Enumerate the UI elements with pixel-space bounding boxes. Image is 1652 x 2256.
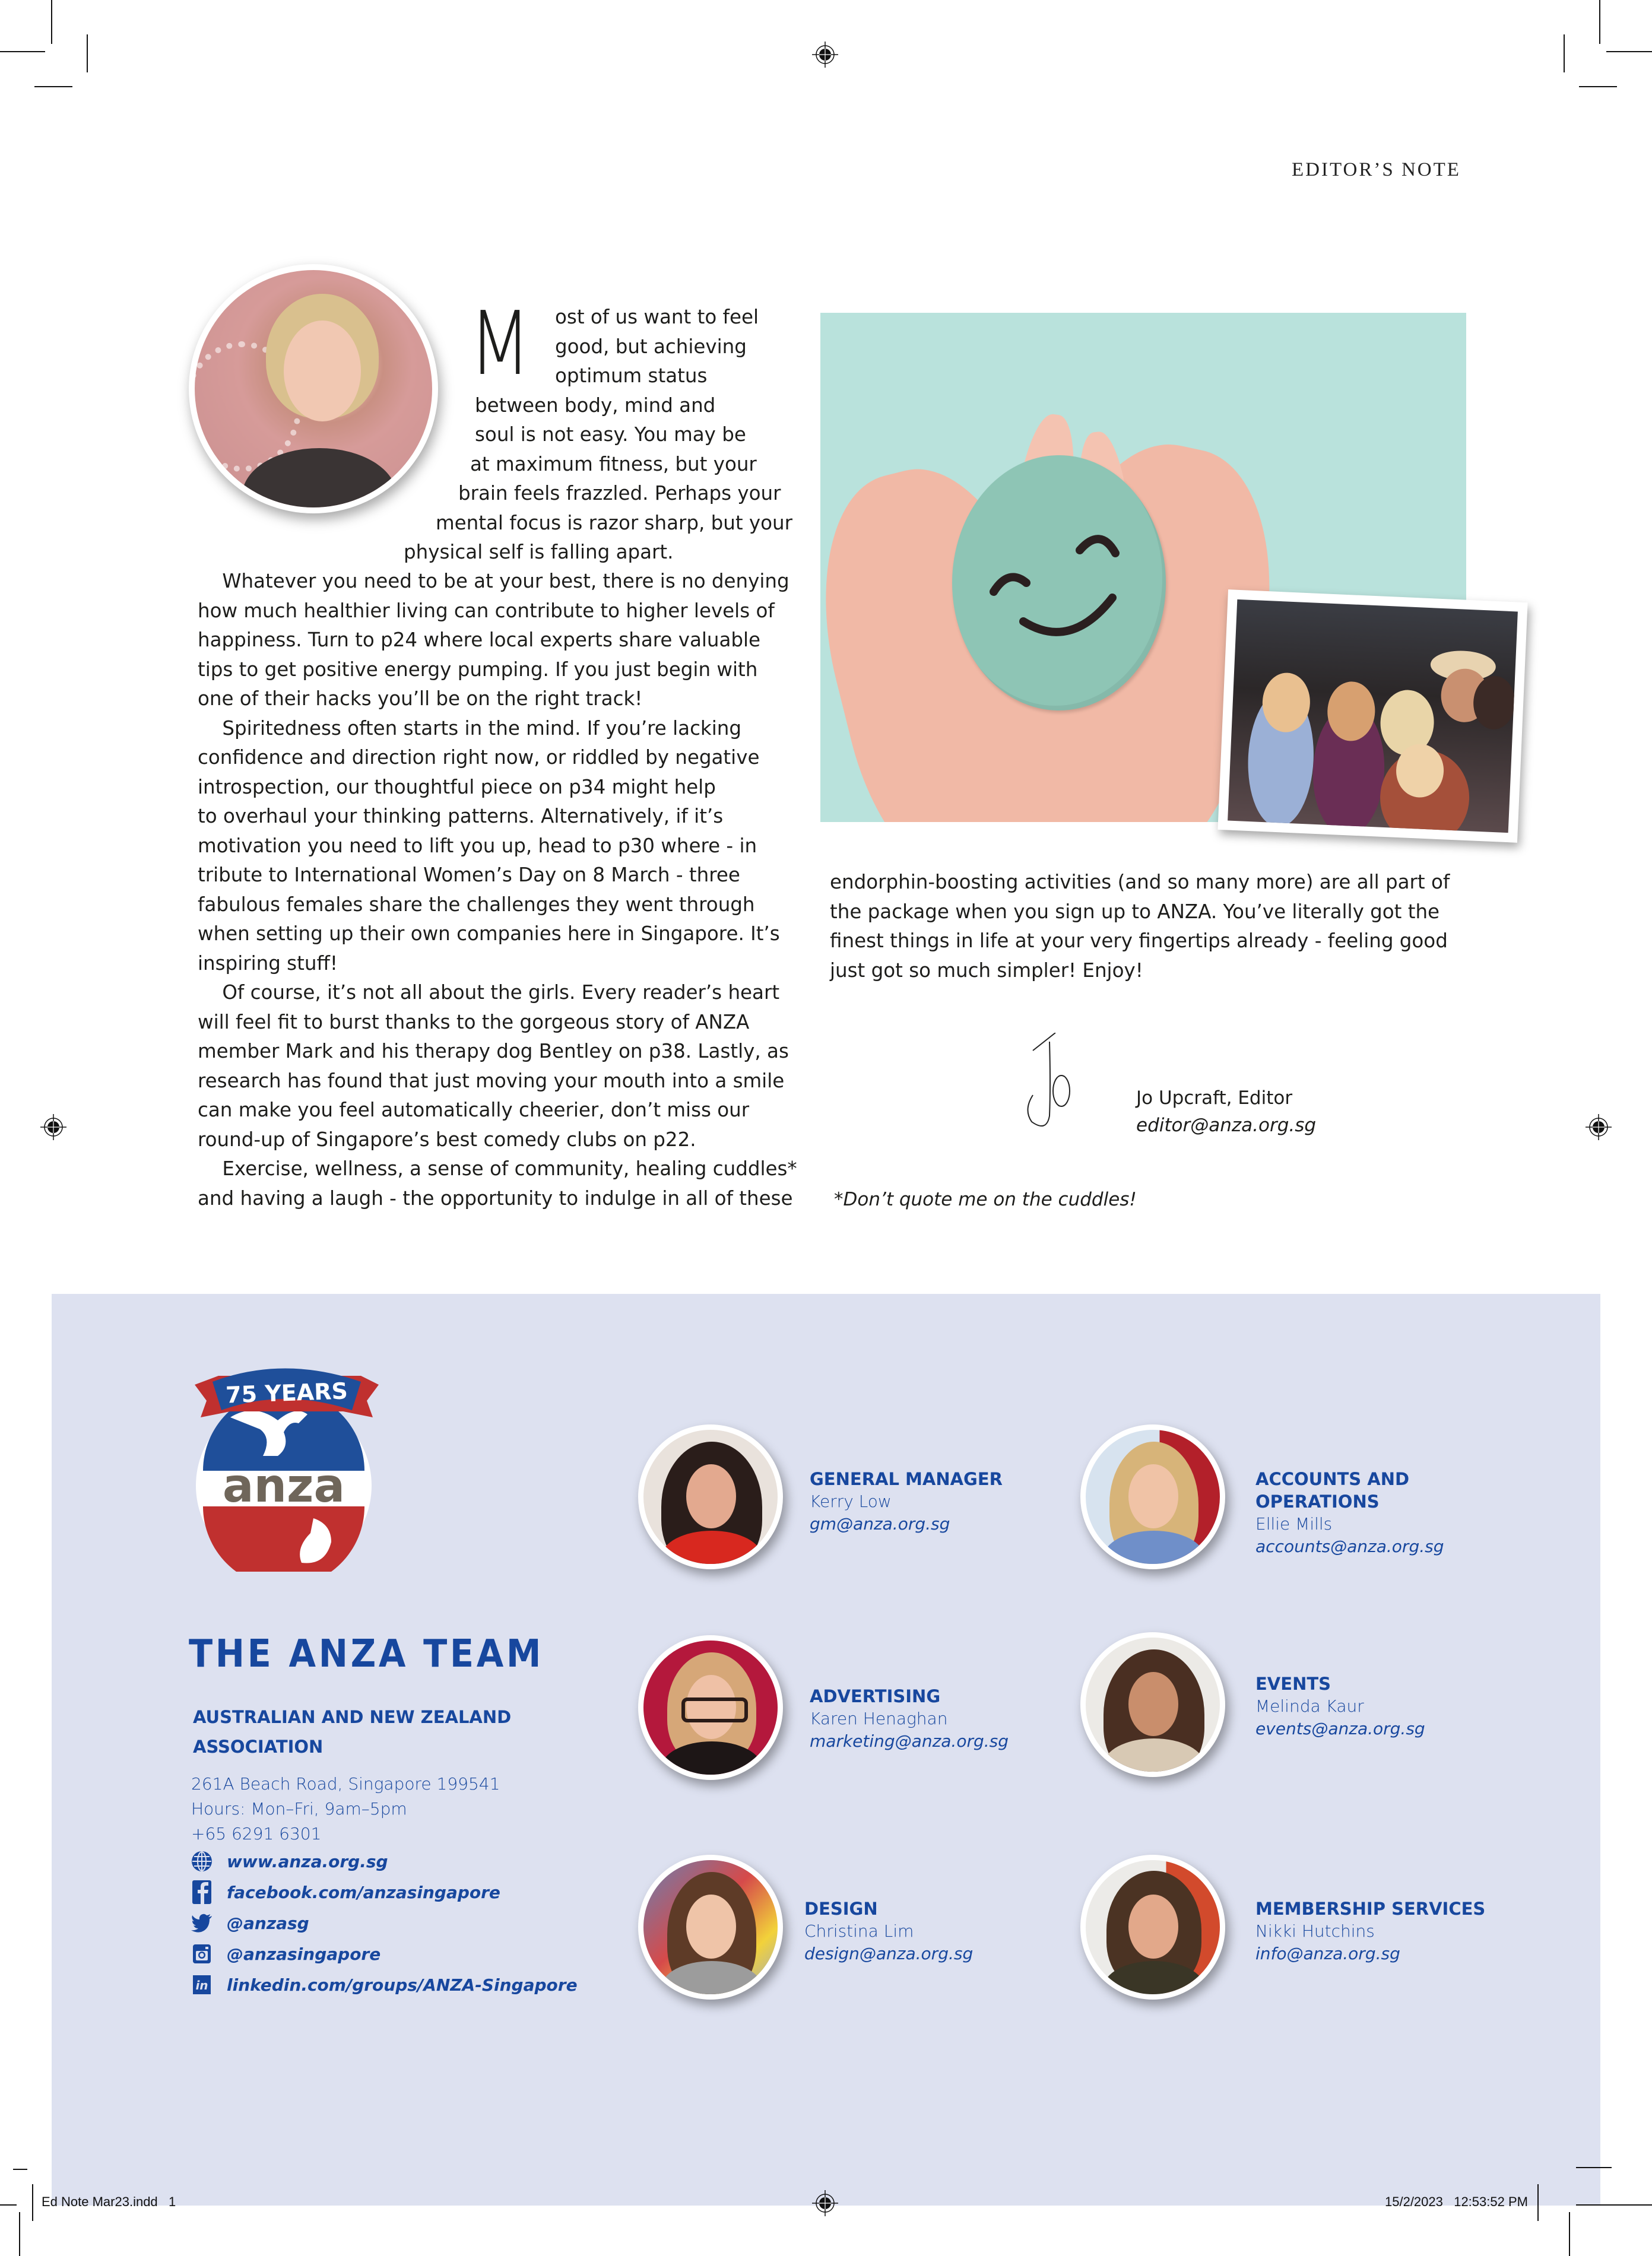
facebook-link[interactable] [191,1881,500,1903]
crop-mark [1606,51,1652,52]
text-line: Spiritedness often starts in the mind. If you’re lacking [198,716,742,740]
logo-wordmark: anza [222,1459,345,1513]
member-card [1255,1468,1444,1558]
association-name: AUSTRALIAN AND NEW ZEALAND ASSOCIATION [193,1707,512,1757]
text-line: can make you feel automatically cheerier, don’t miss our [198,1099,750,1121]
text-line: will feel fit to burst thanks to the gorgeous story of ANZA [198,1010,750,1033]
text-line: tribute to International Women’s Day on 8 March - three [198,864,740,886]
member-card [810,1468,1059,1535]
drop-cap: M [469,293,531,395]
editor-name: Jo Upcraft, Editor [1136,1087,1293,1109]
editor-email-link[interactable]: editor@anza.org.sg [1136,1115,1317,1136]
editor-portrait [189,264,438,513]
text-line: finest things in life at your very fingertips already - feeling good [830,929,1448,952]
instagram-link[interactable] [191,1943,381,1965]
member-card [810,1685,1059,1753]
twitter-link[interactable] [191,1912,309,1934]
section-label: EDITOR’S NOTE [1292,159,1461,180]
member-role: MEMBERSHIP SERVICES [1255,1899,1486,1919]
text-line: to overhaul your thinking patterns. Alternatively, if it’s [198,805,724,827]
crop-mark [1569,2212,1570,2256]
member-role: GENERAL MANAGER [810,1469,1003,1489]
member-name: Christina Lim [804,1921,914,1941]
website-link[interactable] [191,1851,388,1872]
member-name: Karen Henaghan [810,1709,948,1728]
registration-mark-icon [40,1114,66,1140]
intro-line: at maximum fitness, but your [470,452,757,475]
left-column-text [198,567,797,1213]
member-role: ACCOUNTS AND OPERATIONS [1255,1469,1410,1512]
group-photo [1217,589,1527,843]
member-email-link[interactable]: marketing@anza.org.sg [810,1731,1009,1751]
member-photo-karen-henaghan [638,1635,783,1780]
member-email-link[interactable]: info@anza.org.sg [1255,1944,1400,1963]
text-line: how much healthier living can contribute to higher levels of [198,599,775,622]
member-role: ADVERTISING [810,1686,941,1706]
crop-mark [87,34,88,72]
member-card [1255,1898,1505,1965]
intro-line: between body, mind and [475,394,716,417]
text-line: motivation you need to lift you up, head to p30 where - in [198,834,757,857]
registration-mark-icon [812,42,838,68]
text-line: Of course, it’s not all about the girls. Every reader’s heart [198,981,780,1004]
intro-line: soul is not easy. You may be [475,423,746,446]
twitter-icon [191,1912,213,1934]
text-line: member Mark and his therapy dog Bentley on p38. Lastly, as [198,1040,789,1062]
text-line: one of their hacks you’ll be on the right track! [198,687,643,710]
member-photo-nikki-hutchins [1080,1855,1225,2000]
text-line: confidence and direction right now, or riddled by negative [198,746,760,769]
globe-icon [191,1851,213,1872]
crop-mark [1576,2167,1612,2168]
facebook-icon [191,1881,213,1903]
slug-filename: Ed Note Mar23.indd 1 [42,2194,176,2209]
member-email-link[interactable]: events@anza.org.sg [1255,1719,1425,1738]
contact-details [191,1772,500,1846]
intro-line: brain feels frazzled. Perhaps your [458,482,781,504]
member-name: Ellie Mills [1255,1514,1333,1534]
text-line: fabulous females share the challenges they went through [198,893,755,916]
crop-mark [1576,2204,1652,2206]
linkedin-text: linkedin.com/groups/ANZA-Singapore [227,1975,578,1995]
signature-jo-icon [1026,1033,1109,1140]
crop-mark [51,0,52,44]
crop-mark [19,2212,20,2256]
member-photo-ellie-mills [1080,1424,1225,1569]
registration-mark-icon [812,2190,838,2216]
text-line: just got so much simpler! Enjoy! [830,959,1143,982]
member-name: Kerry Low [810,1492,892,1511]
intro-line: mental focus is razor sharp, but your [436,511,793,534]
member-role: DESIGN [804,1899,878,1919]
member-name: Nikki Hutchins [1255,1921,1375,1941]
slug-timestamp: 15/2/2023 12:53:52 PM [1385,2194,1528,2209]
member-email-link[interactable]: design@anza.org.sg [804,1944,974,1963]
address: 261A Beach Road, Singapore 199541 [191,1774,500,1794]
twitter-text: @anzasg [227,1913,309,1933]
crop-mark [34,86,72,87]
crop-mark [13,2169,27,2170]
crop-mark [1599,0,1600,44]
crop-mark [1579,86,1617,87]
linkedin-icon [191,1974,213,1995]
text-line: endorphin-boosting activities (and so many more) are all part of [830,871,1450,893]
smiley-face-icon [952,455,1166,710]
intro-line: ost of us want to feel [555,306,759,328]
crop-mark [1537,2184,1539,2221]
logo-banner-text: 75 YEARS [225,1378,348,1408]
crop-mark [32,2184,33,2221]
text-line: introspection, our thoughtful piece on p34 might help [198,775,716,798]
member-photo-kerry-low [638,1424,783,1569]
phone: +65 6291 6301 [191,1824,322,1843]
member-photo-christina-lim [638,1855,783,2000]
text-line: when setting up their own companies here in Singapore. It’s [198,922,780,945]
text-line: the package when you sign up to ANZA. You’ve literally got the [830,900,1440,923]
website-text: www.anza.org.sg [227,1851,388,1871]
text-line: Whatever you need to be at your best, there is no denying [198,570,789,592]
registration-mark-icon [1586,1114,1612,1140]
right-column-text [830,868,1450,985]
text-line: inspiring stuff! [198,951,338,975]
footnote: *Don’t quote me on the cuddles! [834,1189,1137,1210]
text-line: happiness. Turn to p24 where local experts share valuable [198,629,761,651]
text-line: Exercise, wellness, a sense of community, healing cuddles* [198,1157,797,1180]
member-card [804,1898,1054,1965]
member-photo-melinda-kaur [1080,1632,1225,1777]
svg-text:in: in [195,1978,208,1992]
member-role: EVENTS [1255,1674,1331,1694]
facebook-text: facebook.com/anzasingapore [227,1882,500,1902]
text-line: research has found that just moving your mouth into a smile [198,1069,785,1092]
crop-mark [0,51,45,52]
intro-line: physical self is falling apart. [404,541,674,563]
member-name: Melinda Kaur [1255,1696,1364,1716]
member-card [1255,1673,1505,1740]
crop-mark [1564,34,1565,72]
intro-line: good, but achieving [555,335,747,358]
instagram-icon [191,1943,213,1965]
hours: Hours: Mon–Fri, 9am–5pm [191,1799,407,1819]
team-title: THE ANZA TEAM [189,1632,544,1676]
instagram-text: @anzasingapore [227,1944,381,1964]
intro-line: optimum status [555,364,708,387]
anza-75-years-logo [195,1358,379,1572]
text-line: and having a laugh - the opportunity to indulge in all of these [198,1186,793,1210]
linkedin-link[interactable] [191,1974,578,1995]
crop-mark [0,2204,17,2206]
member-email-link[interactable]: gm@anza.org.sg [810,1514,950,1534]
text-line: round-up of Singapore’s best comedy clubs on p22. [198,1128,696,1151]
text-line: tips to get positive energy pumping. If you just begin with [198,658,758,681]
member-email-link[interactable]: accounts@anza.org.sg [1255,1537,1444,1556]
